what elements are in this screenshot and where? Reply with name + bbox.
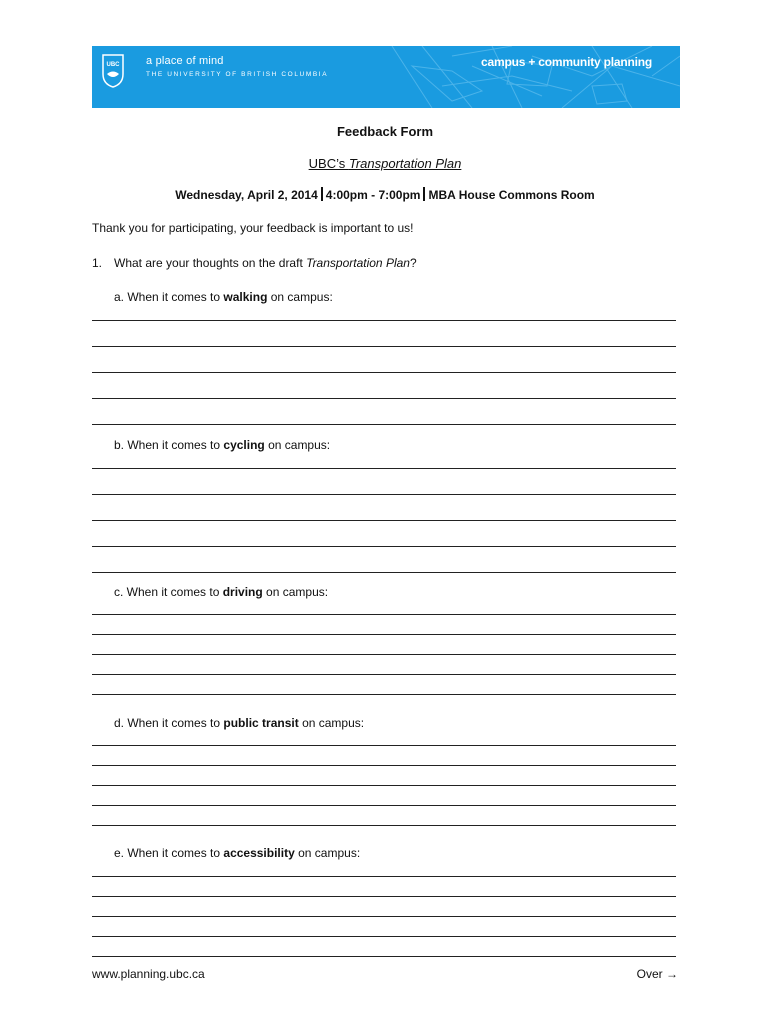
- section-topic: accessibility: [223, 846, 295, 860]
- footer-url-link[interactable]: www.planning.ubc.ca: [92, 967, 205, 981]
- section-prefix: c. When it comes to: [114, 585, 223, 599]
- answer-line[interactable]: [92, 805, 676, 806]
- answer-line[interactable]: [92, 346, 676, 347]
- answer-line[interactable]: [92, 494, 676, 495]
- section-accessibility: [114, 846, 360, 860]
- question-number: 1.: [92, 256, 103, 270]
- answer-line[interactable]: [92, 916, 676, 917]
- tagline: a place of mind: [146, 55, 224, 67]
- plan-name: Transportation Plan: [348, 156, 462, 171]
- over-label: Over →: [636, 967, 678, 981]
- section-suffix: on campus:: [264, 438, 331, 452]
- answer-line[interactable]: [92, 745, 676, 746]
- section-prefix: e. When it comes to: [114, 846, 224, 860]
- event-time: 4:00pm - 7:00pm: [325, 188, 421, 202]
- section-prefix: a. When it comes to: [114, 290, 224, 304]
- answer-line[interactable]: [92, 674, 676, 675]
- section-cycling: [114, 438, 330, 452]
- section-suffix: on campus:: [267, 290, 333, 304]
- section-topic: driving: [222, 585, 263, 599]
- event-details: [0, 187, 770, 202]
- department-name: campus + community planning: [481, 55, 652, 69]
- event-date: Wednesday, April 2, 2014: [175, 188, 318, 202]
- answer-line[interactable]: [92, 398, 676, 399]
- form-title: Feedback Form: [336, 124, 434, 139]
- question-plan: Transportation Plan: [306, 256, 410, 270]
- answer-line[interactable]: [92, 634, 676, 635]
- answer-line[interactable]: [92, 372, 676, 373]
- section-public-transit: [114, 716, 364, 730]
- answer-line[interactable]: [92, 320, 676, 321]
- answer-line[interactable]: [92, 468, 676, 469]
- section-topic: public transit: [223, 716, 299, 730]
- answer-line[interactable]: [92, 572, 676, 573]
- header-banner: [92, 46, 680, 108]
- section-walking: [114, 290, 333, 304]
- answer-line[interactable]: [92, 546, 676, 547]
- section-suffix: on campus:: [298, 716, 365, 730]
- intro-text: Thank you for participating, your feedback is important to us!: [92, 221, 414, 235]
- answer-line[interactable]: [92, 694, 676, 695]
- answer-line[interactable]: [92, 424, 676, 425]
- answer-line[interactable]: [92, 936, 676, 937]
- plan-title: [0, 156, 770, 171]
- university-name: THE UNIVERSITY OF BRITISH COLUMBIA: [146, 71, 329, 78]
- answer-line[interactable]: [92, 956, 676, 957]
- section-topic: walking: [223, 290, 268, 304]
- section-suffix: on campus:: [294, 846, 361, 860]
- answer-line[interactable]: [92, 785, 676, 786]
- plan-prefix: UBC’s: [308, 156, 349, 171]
- ubc-logo-text: UBC: [106, 62, 120, 68]
- question-suffix: ?: [409, 256, 417, 270]
- question-1: [92, 256, 417, 270]
- ubc-crest-icon: [102, 54, 124, 88]
- section-driving: [114, 585, 328, 599]
- section-prefix: b. When it comes to: [114, 438, 224, 452]
- question-prefix: What are your thoughts on the draft: [114, 256, 307, 270]
- event-location: MBA House Commons Room: [428, 188, 595, 202]
- answer-line[interactable]: [92, 765, 676, 766]
- answer-line[interactable]: [92, 876, 676, 877]
- separator: [321, 187, 323, 201]
- answer-line[interactable]: [92, 614, 676, 615]
- section-topic: cycling: [223, 438, 265, 452]
- answer-line[interactable]: [92, 825, 676, 826]
- section-suffix: on campus:: [262, 585, 329, 599]
- answer-line[interactable]: [92, 520, 676, 521]
- answer-line[interactable]: [92, 654, 676, 655]
- answer-line[interactable]: [92, 896, 676, 897]
- section-prefix: d. When it comes to: [114, 716, 224, 730]
- separator: [423, 187, 425, 201]
